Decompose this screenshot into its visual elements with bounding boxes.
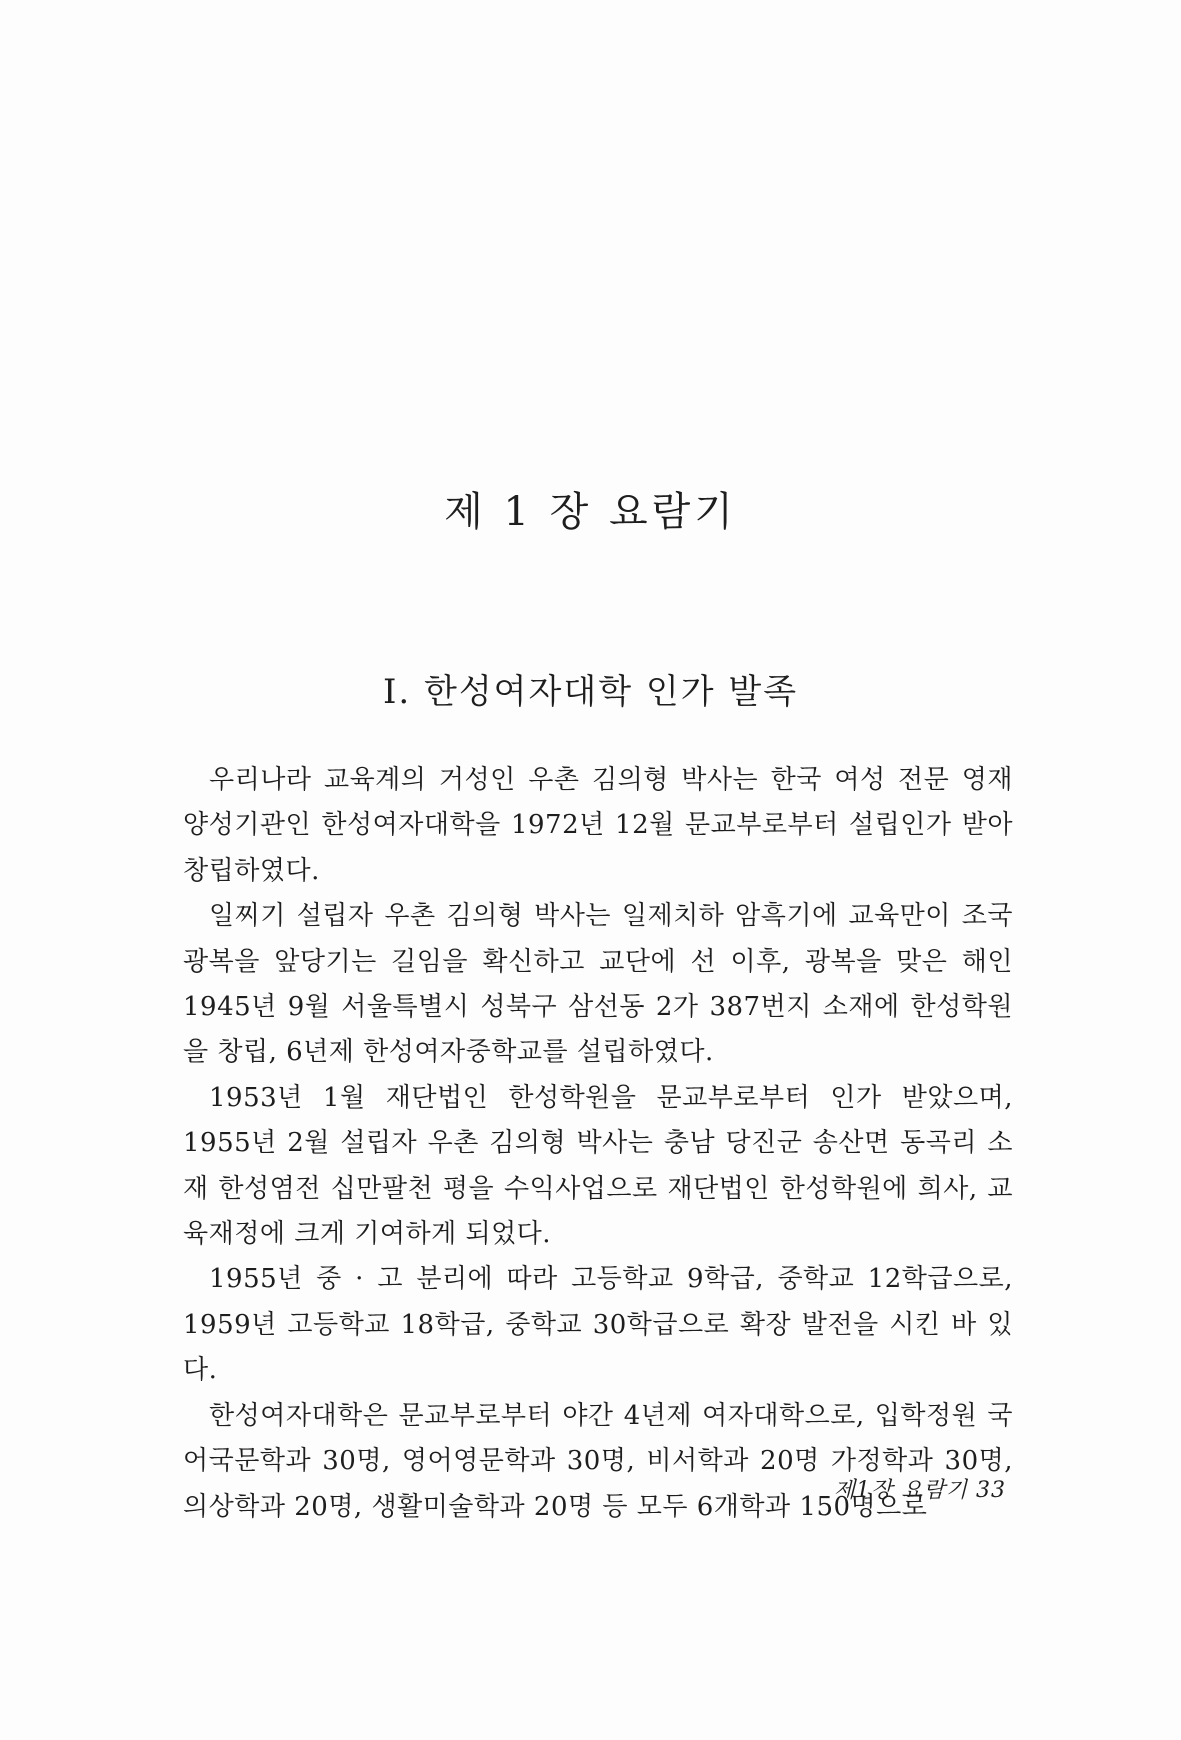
chapter-title: 제 1 장 요람기 — [444, 489, 737, 535]
paragraph: 우리나라 교육계의 거성인 우촌 김의형 박사는 한국 여성 전문 영재 양성기관인 한성여자대학을 1972년 12월 문교부로부터 설립인가 받아 창립하였다. — [183, 765, 1013, 886]
section-title: Ⅰ. 한성여자대학 인가 발족 — [382, 672, 799, 712]
paragraph: 1953년 1월 재단법인 한성학원을 문교부로부터 인가 받았으며, 1955년 2월 설립자 우촌 김의형 박사는 충남 당진군 송산면 동곡리 소재 한성염전 십만팔천 평을 수익사업으로 재단법인 한성학원에 희사, 교육재정에 크게 기여하게 되었다. — [183, 1082, 1013, 1250]
paragraph: 일찌기 설립자 우촌 김의형 박사는 일제치하 암흑기에 교육만이 조국광복을 앞당기는 길임을 확신하고 교단에 선 이후, 광복을 맞은 해인 1945년 9월 서울특별시 성북구 삼선동 2가 387번지 소재에 한성학원을 창립, 6년제 한성여자중학교를 설립하였다. — [183, 901, 1013, 1068]
page-footer-running-head: 제1장 요람기 33 — [833, 1478, 1006, 1503]
body-text — [183, 758, 1013, 1530]
paragraph: 1955년 중 · 고 분리에 따라 고등학교 9학급, 중학교 12학급으로, 1959년 고등학교 18학급, 중학교 30학급으로 확장 발전을 시킨 바 있다. — [183, 1264, 1013, 1386]
paragraph: 한성여자대학은 문교부로부터 야간 4년제 여자대학으로, 입학정원 국어국문학과 30명, 영어영문학과 30명, 비서학과 20명 가정학과 30명, 의상학과 20명, 생활미술학과 20명 등 모두 6개학과 150명으로 — [183, 1400, 1013, 1522]
